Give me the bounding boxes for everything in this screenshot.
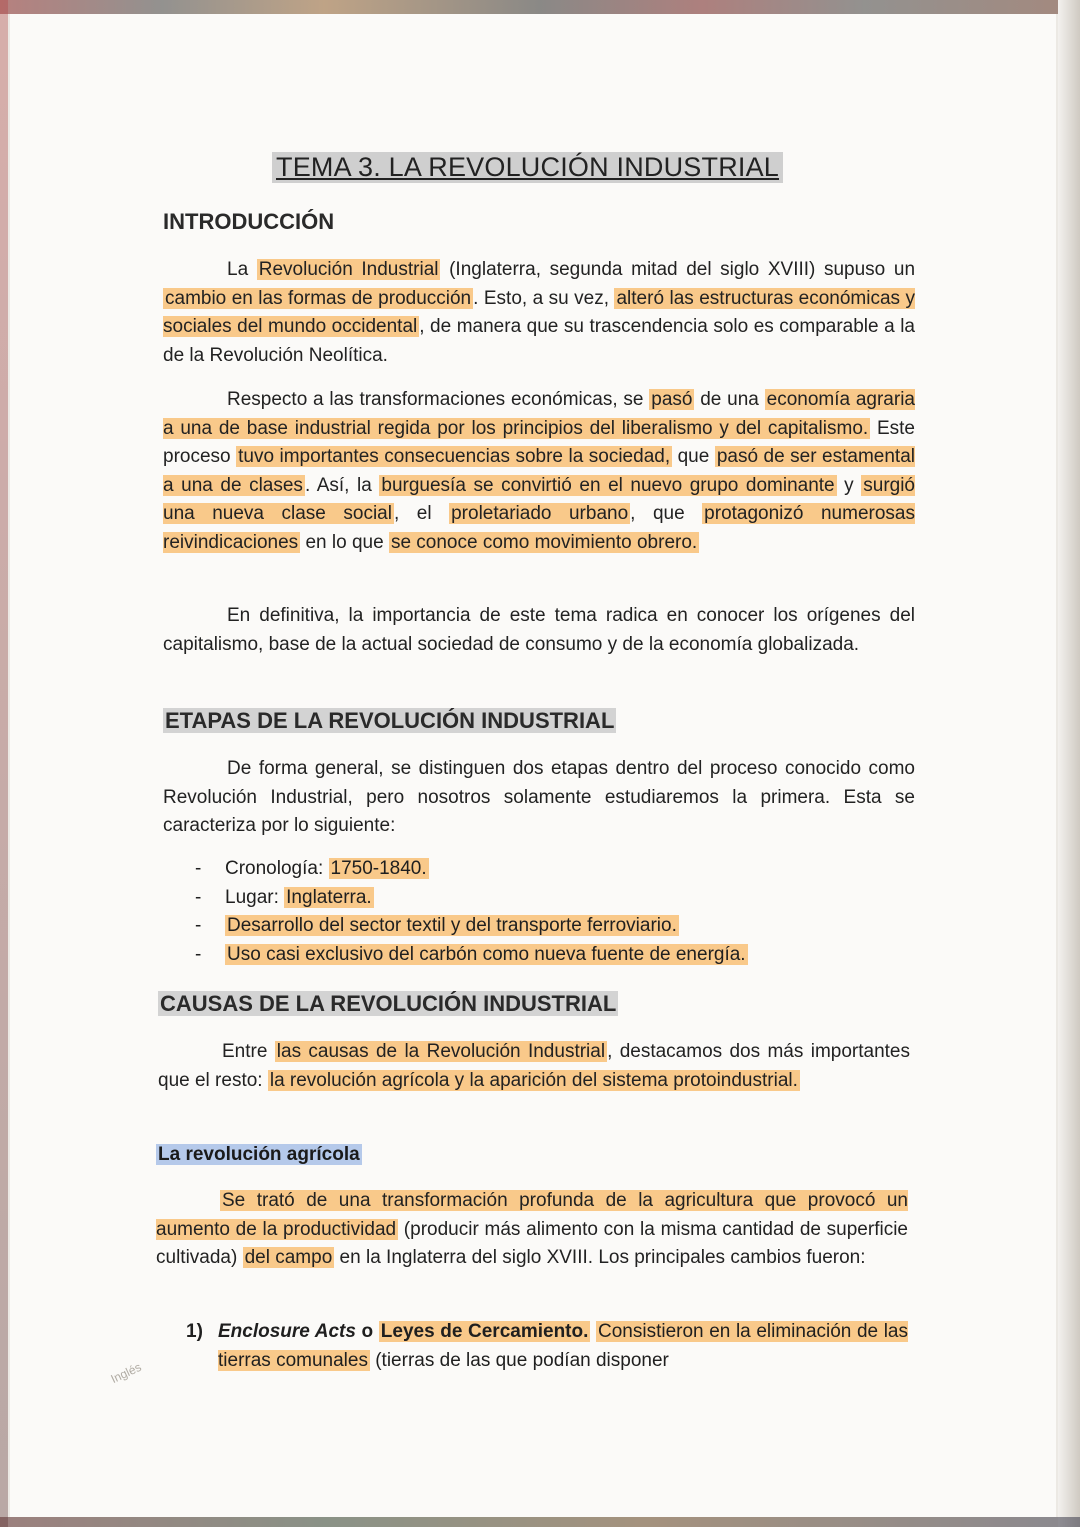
highlight: Se trató de una transformación profunda de la agricultura que provocó un aumento de la productividad xyxy=(156,1190,908,1240)
highlight: cambio en las formas de producción xyxy=(165,287,472,309)
etapas-paragraph-1: De forma general, se distinguen dos etapas dentro del proceso conocido como Revolución Industrial, pero nosotros solamente estudiaremos la primera. Esta se caracteriza por lo siguiente: xyxy=(163,758,915,837)
highlight: Revolución Industrial xyxy=(258,259,439,280)
highlight: economía agraria a una de base industrial regida por los principios del liberalismo y del capitalismo. xyxy=(163,389,915,439)
highlight: tuvo importantes consecuencias sobre la sociedad, xyxy=(238,446,671,468)
highlight: surgió una nueva clase social xyxy=(163,474,915,525)
highlight: proletariado urbano xyxy=(451,503,629,525)
section-heading-causas: CAUSAS DE LA REVOLUCIÓN INDUSTRIAL xyxy=(160,991,617,1016)
margin-handwritten-note: Inglés xyxy=(108,1359,144,1387)
highlight: pasó xyxy=(651,389,693,410)
intro-paragraph-1: La Revolución Industrial (Inglaterra, segunda mitad del siglo XVIII) supuso un cambio en las formas de producción . Esto, a su vez, alteró las estructuras económicas y sociales del mundo occidental , de manera que su trascendencia solo es comparable a la de la Revolución Neolítica. xyxy=(163,259,916,366)
agricola-paragraph-1: Se trató de una transformación profunda de la agricultura que provocó un aumento de la productividad (producir más alimento con la misma cantidad de superficie cultivada) del campo en la Inglaterra del siglo XVIII. Los principales cambios fueron: xyxy=(156,1190,908,1269)
document-page xyxy=(10,14,1056,1517)
highlight: se conoce como movimiento obrero. xyxy=(390,531,698,553)
list-item: 1) Enclosure Acts o Leyes de Cercamiento. Consistieron en la eliminación de las tierras comunales (tierras de las que podían disponer xyxy=(186,1321,909,1371)
page-bottom-border xyxy=(0,1517,1080,1527)
page-left-edge xyxy=(0,0,8,1527)
causas-paragraph-1: Entre las causas de la Revolución Industrial , destacamos dos más importantes que el resto: la revolución agrícola y la aparición del sistema protoindustrial. xyxy=(158,1041,910,1091)
highlight: protagonizó numerosas reivindicaciones xyxy=(163,503,915,553)
highlight: del campo xyxy=(244,1247,333,1269)
list-item: - Uso casi exclusivo del carbón como nueva fuente de energía. xyxy=(165,941,865,970)
list-item: - Cronología: 1750-1840. xyxy=(165,855,865,884)
list-item: - Lugar: Inglaterra. xyxy=(165,884,865,913)
agricola-list xyxy=(186,1318,908,1375)
etapas-list xyxy=(165,855,865,969)
highlight: burguesía se convirtió en el nuevo grupo dominante xyxy=(381,474,835,496)
highlight: pasó de ser estamental a una de clases xyxy=(163,446,915,496)
list-item: - Desarrollo del sector textil y del transporte ferroviario. xyxy=(165,912,865,941)
highlight: las causas de la Revolución Industrial xyxy=(276,1041,606,1062)
section-heading-introduccion: INTRODUCCIÓN xyxy=(163,209,335,234)
page-top-border xyxy=(0,0,1080,14)
document-title: TEMA 3. LA REVOLUCIÓN INDUSTRIAL xyxy=(272,152,783,183)
highlight: la revolución agrícola y la aparición del sistema protoindustrial. xyxy=(269,1069,798,1091)
intro-paragraph-3: En definitiva, la importancia de este tema radica en conocer los orígenes del capitalismo, base de la actual sociedad de consumo y de la economía globalizada. xyxy=(163,605,915,655)
page-right-edge xyxy=(1058,0,1080,1527)
highlight: alteró las estructuras económicas y sociales del mundo occidental xyxy=(163,287,916,338)
subsection-heading-revolucion-agricola: La revolución agrícola xyxy=(158,1144,360,1165)
intro-paragraph-2: Respecto a las transformaciones económicas, se pasó de una economía agraria a una de base industrial regida por los principios del liberalismo y del capitalismo. Este proceso tuvo importantes consecuencias sobre la sociedad, que pasó de ser estamental a una de clases . Así, la burguesía se convirtió en el nuevo grupo dominante y surgió una nueva clase social , el proletariado urbano , que protagonizó numerosas reivindicaciones en lo que se conoce como movimiento obrero. xyxy=(163,389,915,553)
section-heading-etapas: ETAPAS DE LA REVOLUCIÓN INDUSTRIAL xyxy=(165,708,615,733)
